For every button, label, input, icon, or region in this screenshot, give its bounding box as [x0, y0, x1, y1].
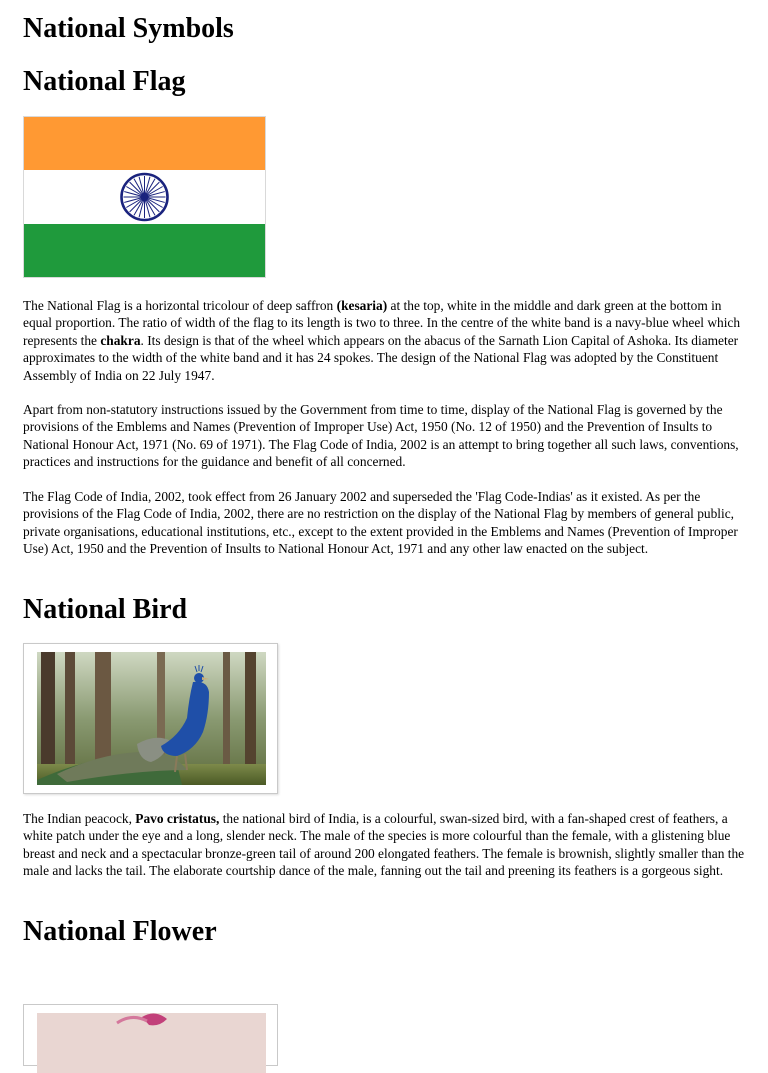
heading-national-bird: National Bird	[23, 594, 188, 625]
page-title: National Symbols	[23, 13, 234, 44]
peacock-image	[37, 652, 266, 785]
indian-flag-image	[23, 116, 266, 278]
ashoka-chakra-icon	[122, 174, 168, 220]
flag-paragraph-3: The Flag Code of India, 2002, took effect from 26 January 2002 and superseded the 'Flag Code-Indias' as it existed. As per the provisions of the Flag Code of India, 2002, there are no restriction on the display of the National Flag by members of general public, private organisations, educational institutions, etc., except to the extent provided in the Emblems and Names (Prevention of Improper Use) Act, 1950 and the Prevention of Insults to National Honour Act, 1971 and any other law enacted on the subject.	[23, 489, 738, 557]
lotus-image	[37, 1013, 266, 1073]
flag-paragraph-2: Apart from non-statutory instructions issued by the Government from time to time, display of the National Flag is governed by the provisions of the Emblems and Names (Prevention of Improper Use) Act, 1950 (No. 12 of 1950) and the Prevention of Insults to National Honour Act, 1971 (No. 69 of 1971). The Flag Code of India, 2002 is an attempt to bring together all such laws, conventions, practices and instructions for the guidance and benefit of all concerned.	[23, 402, 739, 470]
heading-national-flower: National Flower	[23, 916, 217, 947]
flag-green-band	[23, 224, 266, 278]
flag-saffron-band	[23, 116, 266, 170]
lotus-image-frame	[23, 1004, 278, 1066]
flag-paragraph-1: The National Flag is a horizontal tricolour of deep saffron (kesaria) at the top, white in the middle and dark green at the bottom in equal proportion. The ratio of width of the flag to its length is two to three. In the centre of the white band is a navy-blue wheel which represents the chakra. Its design is that of the wheel which appears on the abacus of the Sarnath Lion Capital of Ashoka. Its diameter approximates to the width of the white band and it has 24 spokes. The design of the National Flag was adopted by the Constituent Assembly of India on 22 July 1947.	[23, 298, 741, 383]
heading-national-flag: National Flag	[23, 66, 186, 97]
peacock-image-frame	[23, 643, 278, 794]
bird-paragraph: The Indian peacock, Pavo cristatus, the national bird of India, is a colourful, swan-sized bird, with a fan-shaped crest of feathers, a white patch under the eye and a long, slender neck. The male of the species is more colourful than the female, with a glistening blue breast and neck and a spectacular bronze-green tail of around 200 elongated feathers. The female is brownish, slightly smaller than the male and lacks the tail. The elaborate courtship dance of the male, fanning out the tail and preening its feathers is a gorgeous sight.	[23, 811, 745, 879]
